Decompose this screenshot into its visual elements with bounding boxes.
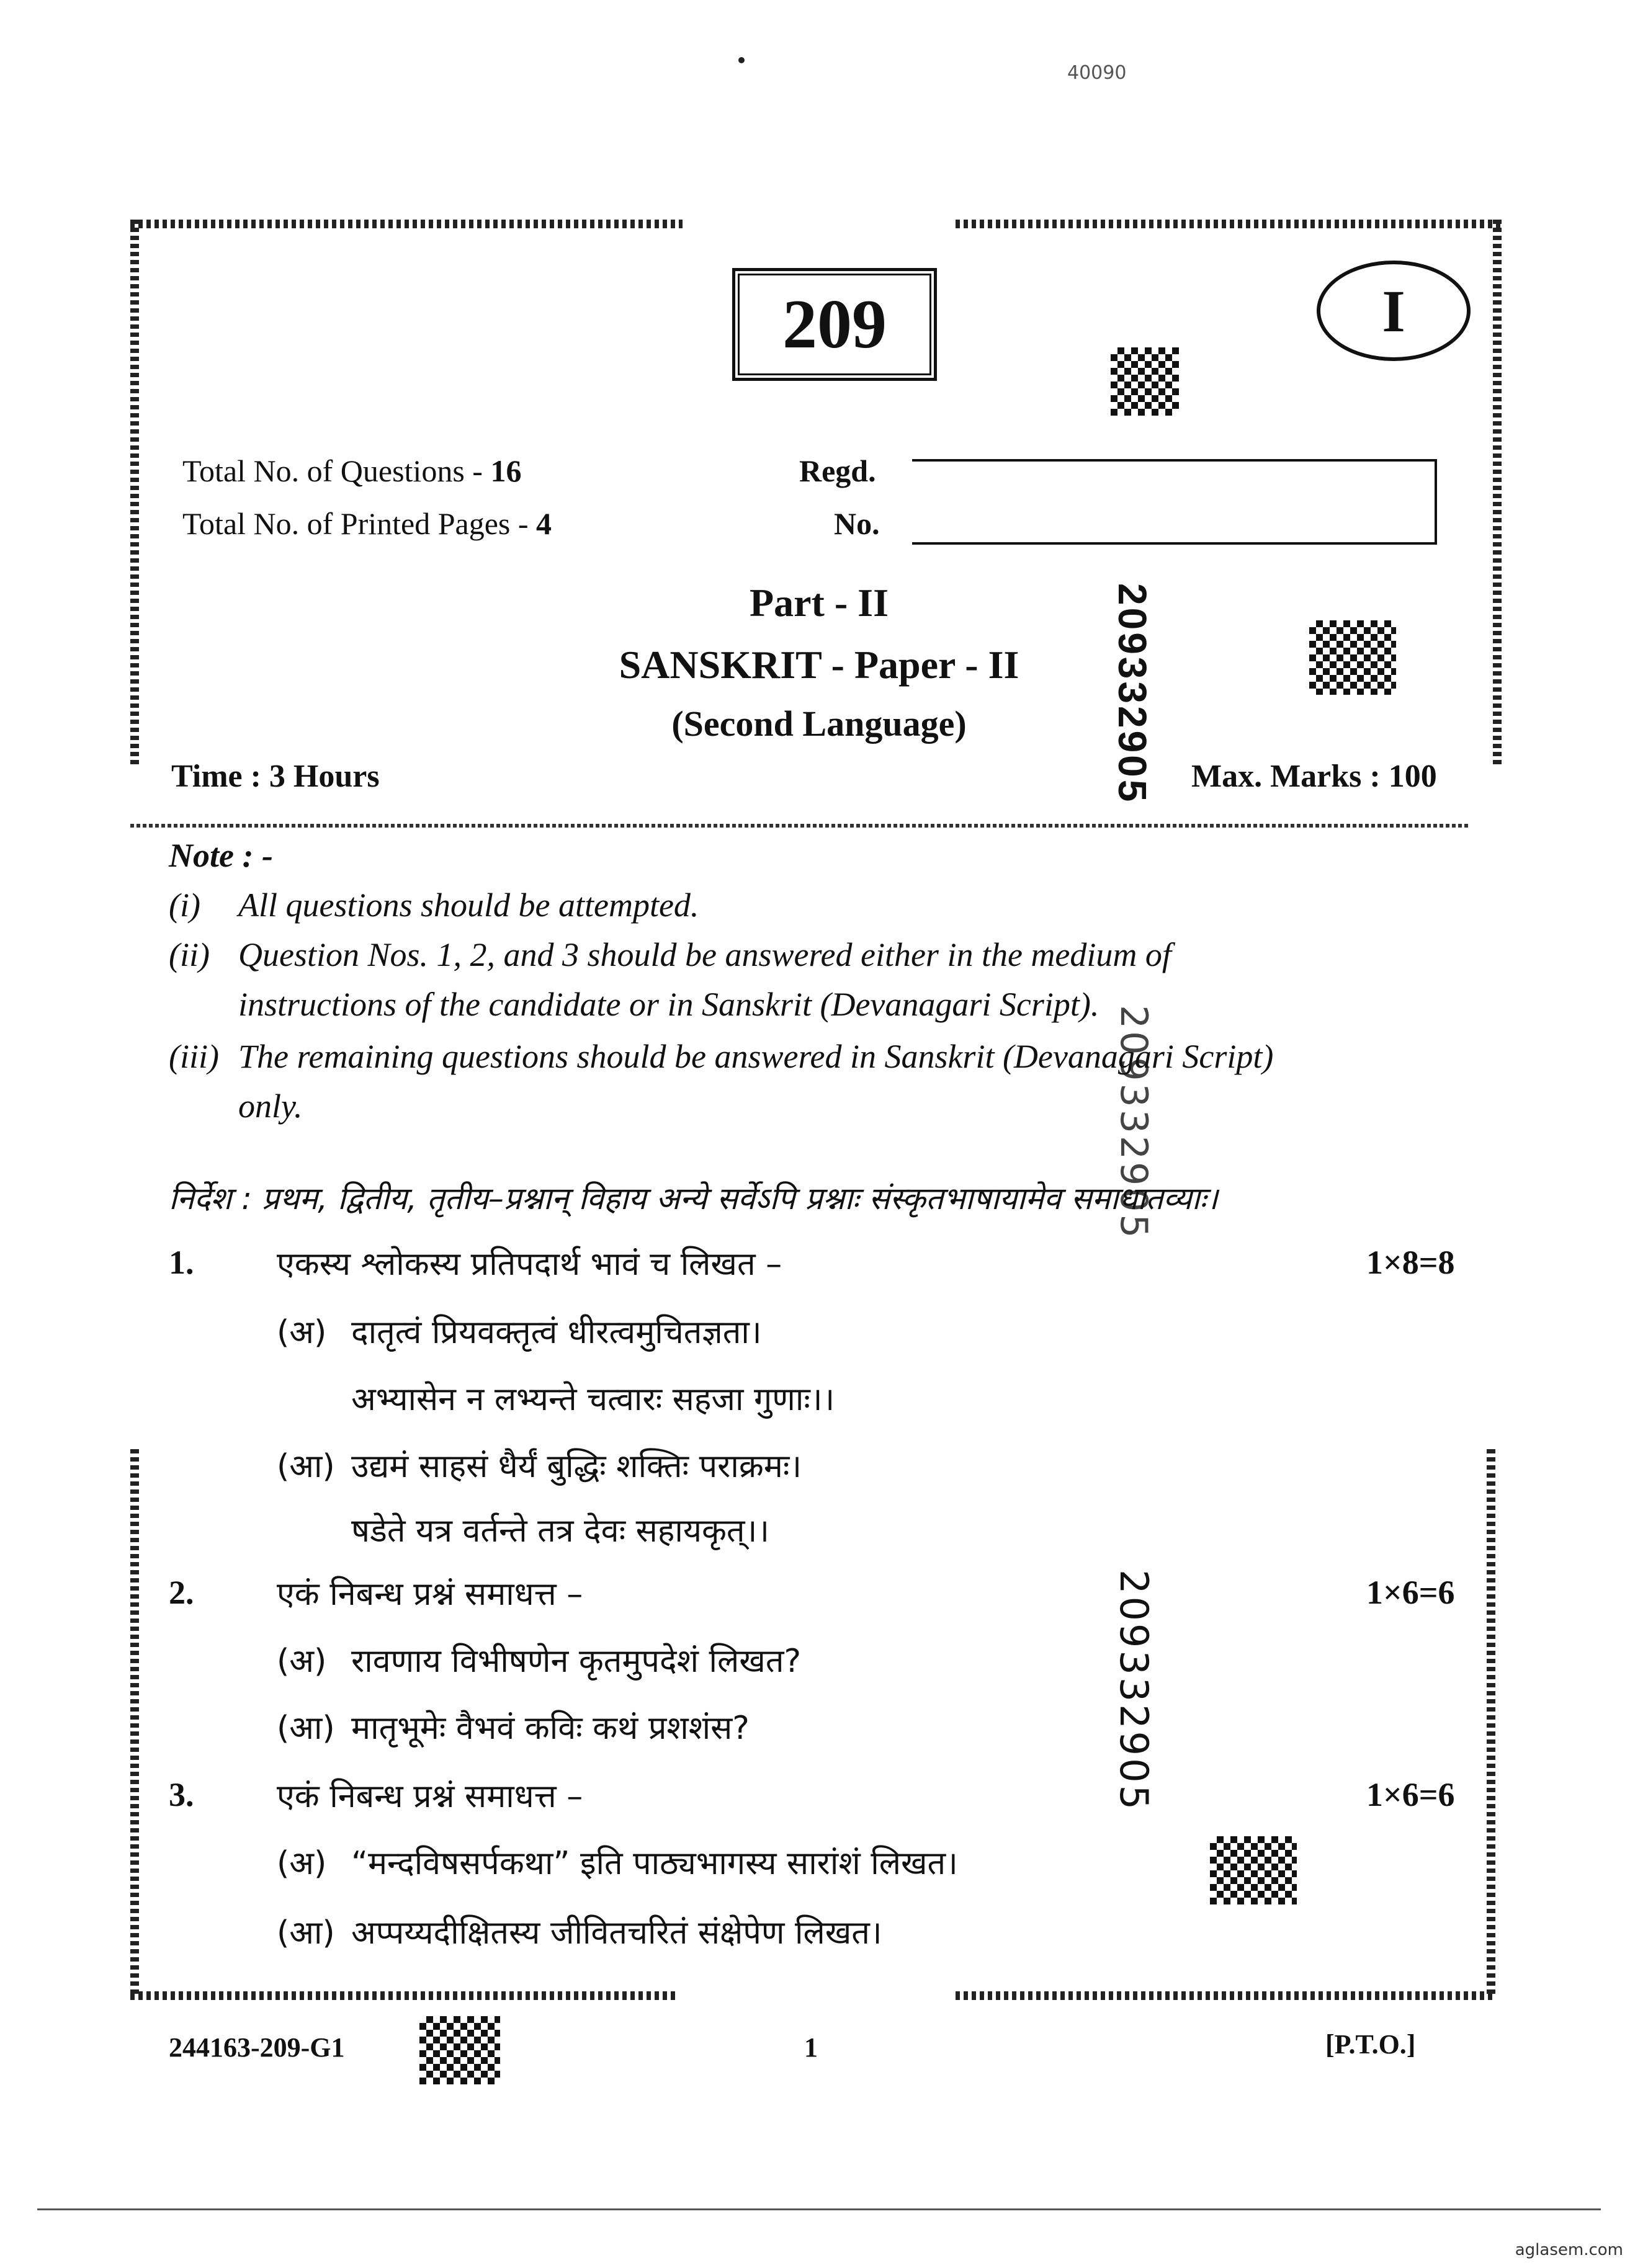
language-title: (Second Language) <box>671 703 967 744</box>
border-top-left <box>130 220 683 228</box>
max-marks-label: Max. Marks : 100 <box>1191 759 1437 794</box>
option-text: “मन्दविषसर्पकथा” इति पाठ्यभागस्य सारांशं लिखत। <box>351 1845 958 1882</box>
paper-code: 209 <box>782 285 887 363</box>
note-number: (ii) <box>169 936 210 973</box>
datamatrix-code <box>1309 620 1396 695</box>
note-heading: Note : - <box>169 837 273 874</box>
question-text: एकस्य श्लोकस्य प्रतिपदार्थ भावं च लिखत – <box>277 1246 782 1283</box>
paper-code-box <box>732 268 937 381</box>
option-label: (अ) <box>277 1314 327 1351</box>
vertical-code-bold: 209332905 <box>1110 583 1155 805</box>
total-pages <box>182 506 552 542</box>
question-number: 2. <box>169 1574 194 1611</box>
option-text: अभ्यासेन न लभ्यन्ते चत्वारः सहजा गुणाः।। <box>351 1381 835 1418</box>
question-marks: 1×6=6 <box>1366 1574 1455 1611</box>
subject-title: SANSKRIT - Paper - II <box>619 643 1019 687</box>
time-label: Time : 3 Hours <box>171 759 380 794</box>
note-text: The remaining questions should be answered in Sanskrit (Devanagari Script) <box>238 1038 1274 1075</box>
option-text: रावणाय विभीषणेन कृतमुपदेशं लिखत? <box>351 1643 802 1680</box>
option-text: मातृभूमेः वैभवं कविः कथं प्रशशंस? <box>351 1710 750 1747</box>
top-mark: 40090 <box>1067 62 1127 84</box>
border-left-lower <box>130 1449 139 1995</box>
pto-label: [P.T.O.] <box>1325 2029 1416 2060</box>
note-text-continued: instructions of the candidate or in Sanskrit (Devanagari Script). <box>238 986 1099 1023</box>
page-number: 1 <box>804 2032 818 2063</box>
border-right <box>1493 220 1502 766</box>
footer-code: 244163-209-G1 <box>169 2032 345 2063</box>
regd-number-field[interactable] <box>912 459 1437 545</box>
no-label: No. <box>834 506 880 541</box>
note-item <box>169 886 699 924</box>
note-number: (i) <box>169 886 200 924</box>
bottom-rule <box>37 2208 1601 2210</box>
part-title: Part - II <box>750 581 889 625</box>
total-pages-label: Total No. of Printed Pages - <box>182 506 537 541</box>
note-item <box>169 935 1171 974</box>
option-text: उद्यमं साहसं धैर्यं बुद्धिः शक्तिः पराक्रमः। <box>351 1448 802 1485</box>
question-marks: 1×6=6 <box>1366 1776 1455 1813</box>
question-text: एकं निबन्ध प्रश्नं समाधत्त – <box>277 1576 583 1613</box>
border-bottom-left <box>130 1991 676 2000</box>
set-label: I <box>1382 277 1405 344</box>
border-right-lower <box>1487 1449 1495 1995</box>
regd-label: Regd. <box>799 453 876 488</box>
question-marks: 1×8=8 <box>1366 1244 1455 1281</box>
question-number: 3. <box>169 1776 194 1813</box>
ink-dot <box>738 57 745 63</box>
nirdesh-instruction: निर्देश : प्रथम, द्वितीय, तृतीय–प्रश्नान् विहाय अन्ये सर्वेऽपि प्रश्नाः संस्कृतभाषायामेव समाधातव्याः। <box>169 1181 1218 1217</box>
vertical-code-watermark: 209332905 <box>1112 1005 1155 1241</box>
question-text: एकं निबन्ध प्रश्नं समाधत्त – <box>277 1778 583 1815</box>
note-text-continued: only. <box>238 1087 303 1125</box>
total-questions-label: Total No. of Questions - <box>182 453 491 488</box>
set-label-oval <box>1317 261 1471 361</box>
option-label: (आ) <box>277 1710 335 1747</box>
border-left <box>130 220 139 766</box>
note-number: (iii) <box>169 1038 219 1075</box>
total-pages-value: 4 <box>536 506 552 541</box>
total-questions <box>182 453 521 489</box>
option-label: (आ) <box>277 1914 335 1952</box>
option-text: षडेते यत्र वर्तन्ते तत्र देवः सहायकृत्।। <box>351 1512 769 1550</box>
datamatrix-code <box>1210 1836 1297 1904</box>
option-text: अप्पय्यदीक्षितस्य जीवितचरितं संक्षेपेण लिखत। <box>351 1914 882 1952</box>
note-text: All questions should be attempted. <box>238 886 699 924</box>
datamatrix-code <box>1111 347 1179 416</box>
note-item <box>169 1037 1273 1076</box>
total-questions-value: 16 <box>490 453 522 488</box>
question-number: 1. <box>169 1244 194 1281</box>
vertical-code-side: 209332905 <box>1111 1569 1157 1813</box>
border-top-right <box>956 220 1502 228</box>
note-text: Question Nos. 1, 2, and 3 should be answered either in the medium of <box>238 936 1171 973</box>
site-watermark: aglasem.com <box>1515 2241 1623 2259</box>
option-label: (आ) <box>277 1448 335 1485</box>
border-bottom-right <box>956 1991 1495 2000</box>
divider <box>130 824 1471 828</box>
option-label: (अ) <box>277 1643 327 1680</box>
option-text: दातृत्वं प्रियवक्तृत्वं धीरत्वमुचितज्ञता। <box>351 1314 762 1351</box>
option-label: (अ) <box>277 1845 327 1882</box>
datamatrix-code <box>419 2016 500 2084</box>
